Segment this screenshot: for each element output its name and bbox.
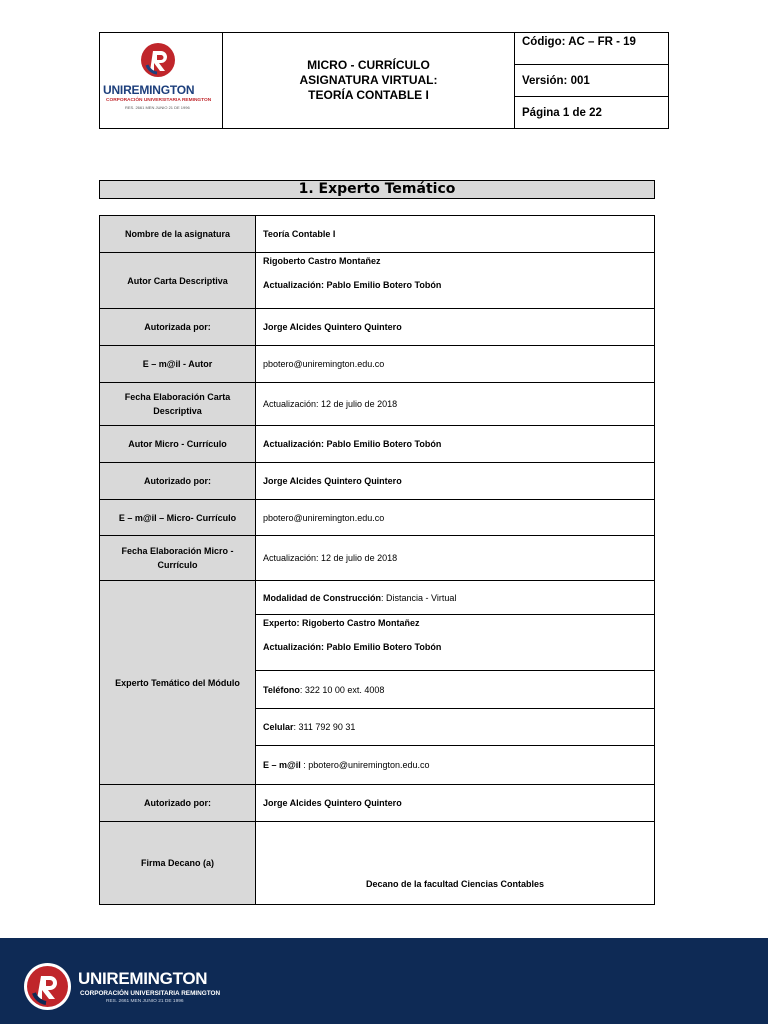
expert-details [256, 581, 654, 784]
table-row [100, 253, 654, 309]
expert-line: Experto: Rigoberto Castro Montañez Actualización: Pablo Emilio Botero Tobón [256, 615, 654, 671]
modality-line: Modalidad de Construcción: Distancia - Virtual [256, 581, 654, 615]
row-label: E – m@il - Autor [100, 346, 256, 382]
document-header [99, 32, 669, 129]
table-row [100, 309, 654, 346]
footer-resolution: RES. 2661 MEN JUNIO 21 DE 1996 [106, 999, 184, 1004]
row-label: Fecha Elaboración Micro - Currículo [100, 536, 256, 580]
row-label: Autorizado por: [100, 785, 256, 821]
table-row [100, 383, 654, 426]
row-value: Actualización: 12 de julio de 2018 [263, 553, 398, 563]
row-value: Rigoberto Castro Montañez Actualización: Pablo Emilio Botero Tobón [263, 256, 442, 290]
logo-r-icon [141, 43, 175, 77]
logo-tagline: CORPORACIÓN UNIVERSITARIA REMINGTON [106, 98, 212, 103]
table-row [100, 500, 654, 536]
document-code: Código: AC – FR - 19 [515, 33, 668, 65]
document-title [223, 33, 515, 128]
row-label: Autorizada por: [100, 309, 256, 345]
row-label: Nombre de la asignatura [100, 216, 256, 252]
title-line-1: MICRO - CURRÍCULO [307, 58, 430, 72]
row-label: Experto Temático del Módulo [100, 581, 256, 784]
table-row [100, 346, 654, 383]
row-value: pbotero@uniremington.edu.co [263, 359, 385, 369]
row-label: Autorizado por: [100, 463, 256, 499]
row-value: pbotero@uniremington.edu.co [263, 512, 385, 523]
table-row [100, 216, 654, 253]
footer-r-icon [24, 963, 71, 1010]
logo-resolution: RES. 2661 MEN JUNIO 21 DE 1996 [125, 105, 190, 110]
signature-area [256, 822, 654, 904]
footer-tagline: CORPORACIÓN UNIVERSITARIA REMINGTON [80, 990, 221, 997]
footer-brand-text: UNIREMINGTON [78, 969, 208, 988]
logo-brand-text: UNIREMINGTON [103, 83, 195, 97]
page-footer [0, 938, 768, 1024]
uniremington-logo [100, 33, 223, 128]
document-version: Versión: 001 [515, 65, 668, 97]
row-value: Actualización: 12 de julio de 2018 [263, 399, 398, 409]
header-logo-cell [100, 33, 223, 128]
phone-line: Teléfono: 322 10 00 ext. 4008 [256, 671, 654, 709]
row-label: Autor Carta Descriptiva [100, 253, 256, 308]
row-label: Firma Decano (a) [100, 822, 256, 904]
row-label: Autor Micro - Currículo [100, 426, 256, 462]
row-label: Fecha Elaboración Carta Descriptiva [100, 383, 256, 425]
table-row [100, 426, 654, 463]
section-heading: 1. Experto Temático [99, 180, 655, 199]
table-row [100, 785, 654, 822]
row-value: Actualización: Pablo Emilio Botero Tobón [263, 439, 442, 449]
table-row [100, 463, 654, 500]
footer-logo [24, 963, 244, 1013]
row-label: E – m@il – Micro- Currículo [100, 500, 256, 535]
row-value: Jorge Alcides Quintero Quintero [263, 476, 402, 486]
title-line-3: TEORÍA CONTABLE I [308, 88, 429, 102]
table-row [100, 536, 654, 581]
cell-line: Celular: 311 792 90 31 [256, 709, 654, 746]
signature-caption: Decano de la facultad Ciencias Contables [365, 879, 545, 889]
title-line-2: ASIGNATURA VIRTUAL: [299, 73, 438, 87]
row-value: Teoría Contable I [263, 229, 336, 239]
expert-table [99, 215, 655, 905]
email-line: E – m@il : pbotero@uniremington.edu.co [263, 759, 430, 770]
page-number: Página 1 de 22 [522, 106, 602, 119]
table-row-signature [100, 822, 654, 904]
row-value: Jorge Alcides Quintero Quintero [263, 322, 402, 332]
table-row-expert [100, 581, 654, 785]
row-value: Jorge Alcides Quintero Quintero [263, 798, 402, 808]
